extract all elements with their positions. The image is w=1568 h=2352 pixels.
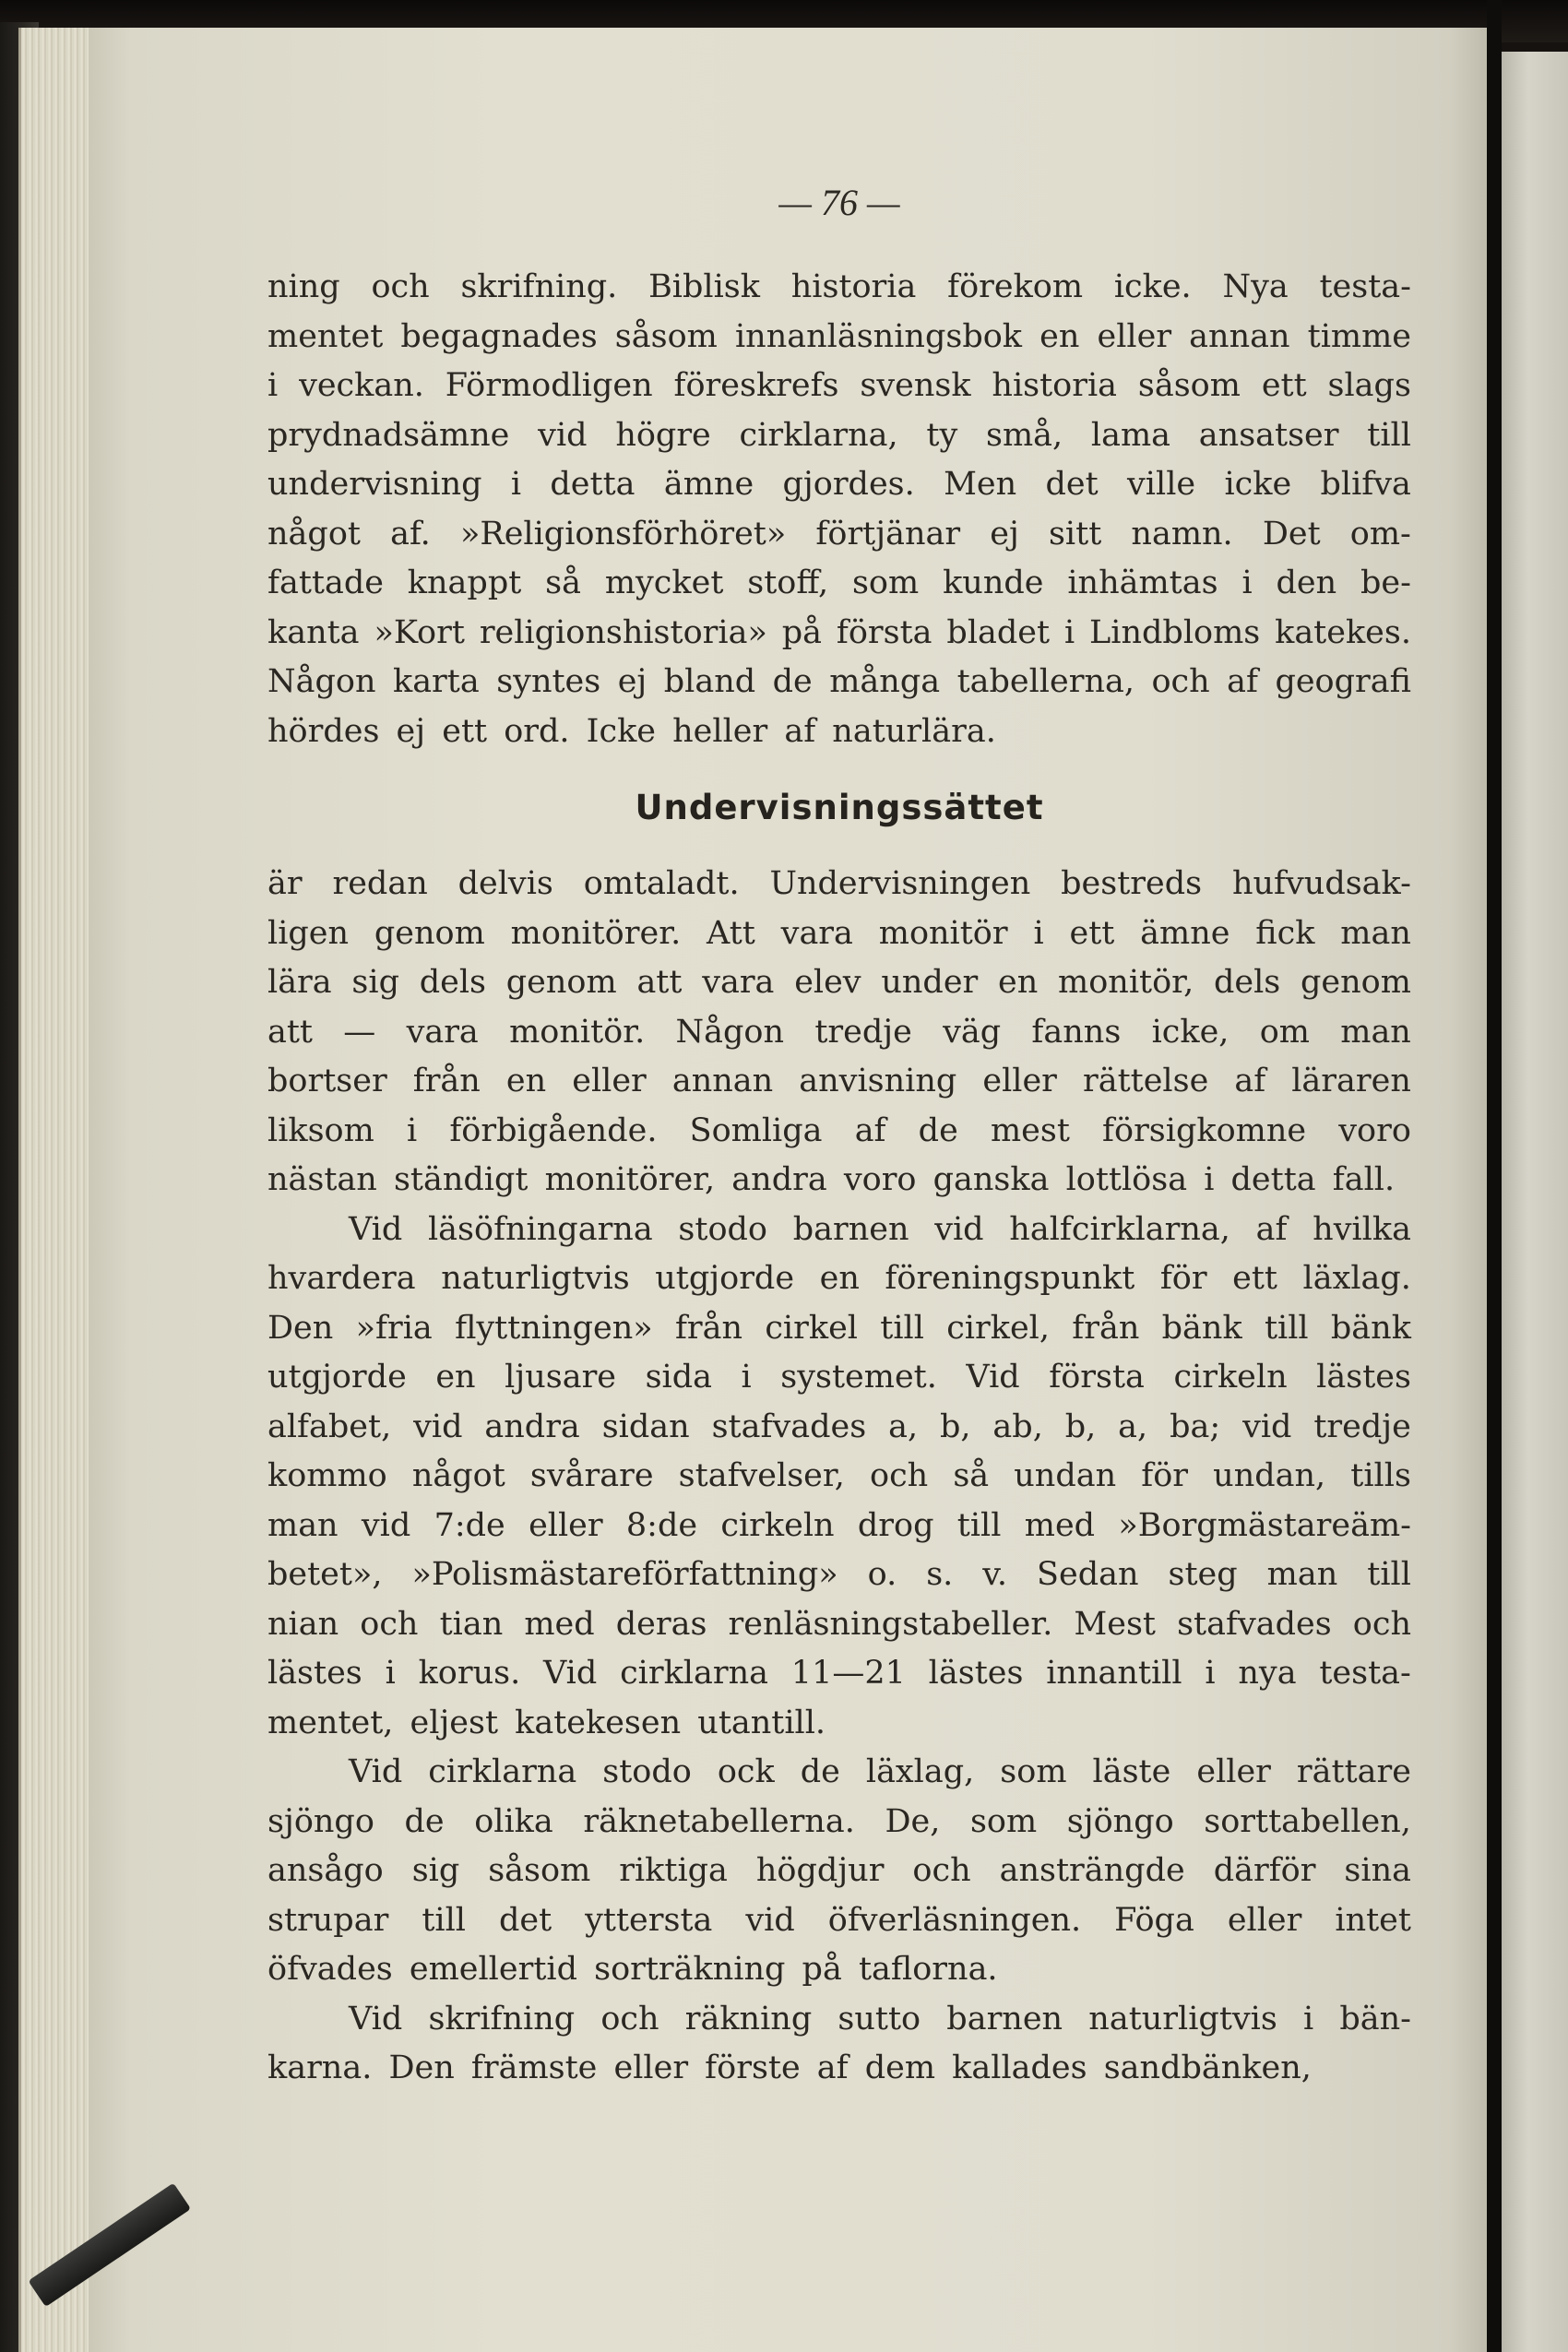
text-line: utgjorde en ljusare sida i systemet. Vid första cirkeln lästes [267, 1359, 1411, 1396]
text-line: nästan ständigt monitörer, andra voro ganska lottlösa i detta fall. [267, 1161, 1396, 1198]
text-line: sjöngo de olika räknetabellerna. De, som sjöngo sorttabellen, [267, 1802, 1411, 1840]
text-line: hvardera naturligtvis utgjorde en föreningspunkt för ett läxlag. [267, 1260, 1411, 1297]
text-line: prydnadsämne vid högre cirklarna, ty små, lama ansatser till [267, 416, 1411, 454]
text-line: att — vara monitör. Någon tredje väg fanns icke, om man [267, 1013, 1411, 1051]
paragraph [267, 263, 1411, 756]
text-line: ansågo sig såsom riktiga högdjur och ansträngde därför sina [267, 1852, 1411, 1889]
text-line: i veckan. Förmodligen föreskrefs svensk historia såsom ett slags [267, 367, 1411, 404]
text-line: mentet begagnades såsom innanläsningsbok en eller annan timme [267, 317, 1411, 355]
paragraph [267, 1748, 1411, 1995]
text-line: liksom i förbigående. Somliga af de mest försigkomne voro [267, 1111, 1411, 1149]
page-text [267, 161, 1411, 2094]
text-line: fattade knappt så mycket stoff, som kunde inhämtas i den be- [267, 564, 1411, 601]
text-line: man vid 7:de eller 8:de cirkeln drog till med »Borgmästareäm- [267, 1506, 1411, 1544]
text-line: kanta »Kort religionshistoria» på första bladet i Lindbloms katekes. [267, 613, 1411, 651]
text-line: ning och skrifning. Biblisk historia förekom icke. Nya testa- [267, 268, 1411, 305]
text-line: lästes i korus. Vid cirklarna 11—21 lästes innantill i nya testa- [267, 1655, 1411, 1692]
gutter-shadow [1487, 0, 1502, 2352]
text-line: mentet, eljest katekesen utantill. [267, 1704, 826, 1741]
text-line: öfvades emellertid sorträkning på taflorna. [267, 1951, 998, 1988]
paragraph [267, 1206, 1411, 1749]
section-heading: Undervisningssättet [635, 788, 1044, 827]
text-line: Den »fria flyttningen» från cirkel till cirkel, från bänk till bänk [267, 1309, 1411, 1347]
paragraph [267, 860, 1411, 1206]
text-line: Vid cirklarna stodo ock de läxlag, som läste eller rättare [349, 1753, 1411, 1790]
text-line: karna. Den främste eller förste af dem kallades sandbänken, [267, 2049, 1312, 2086]
text-line: ligen genom monitörer. Att vara monitör i ett ämne fick man [267, 914, 1411, 952]
text-line: Vid skrifning och räkning sutto barnen naturligtvis i bän- [349, 2000, 1411, 2037]
text-line: alfabet, vid andra sidan stafvades a, b, ab, b, a, ba; vid tredje [267, 1408, 1411, 1445]
text-line: undervisning i detta ämne gjordes. Men det ville icke blifva [267, 466, 1411, 503]
page-number: — 76 — [778, 182, 900, 223]
text-line: Vid läsöfningarna stodo barnen vid halfcirklarna, af hvilka [349, 1210, 1411, 1248]
text-line: betet», »Polismästareförfattning» o. s. v. Sedan steg man till [267, 1556, 1411, 1593]
page-stack-edges [18, 28, 91, 2352]
text-line: något af. »Religionsförhöret» förtjänar ej sitt namn. Det om- [267, 515, 1411, 552]
paragraph [267, 1995, 1411, 2094]
text-line: lära sig dels genom att vara elev under en monitör, dels genom [267, 964, 1411, 1001]
text-line: nian och tian med deras renläsningstabeller. Mest stafvades och [267, 1605, 1411, 1643]
text-line: bortser från en eller annan anvisning eller rättelse af läraren [267, 1063, 1411, 1099]
facing-page-edge [1502, 52, 1568, 2352]
text-line: är redan delvis omtaladt. Undervisningen bestreds hufvudsak- [267, 865, 1411, 902]
text-line: Någon karta syntes ej bland de många tabellerna, och af geografi [267, 663, 1411, 700]
text-line: kommo något svårare stafvelser, och så undan för undan, tills [267, 1457, 1411, 1494]
text-line: hördes ej ett ord. Icke heller af naturlära. [267, 712, 996, 750]
text-line: strupar till det yttersta vid öfverläsningen. Föga eller intet [267, 1901, 1411, 1939]
